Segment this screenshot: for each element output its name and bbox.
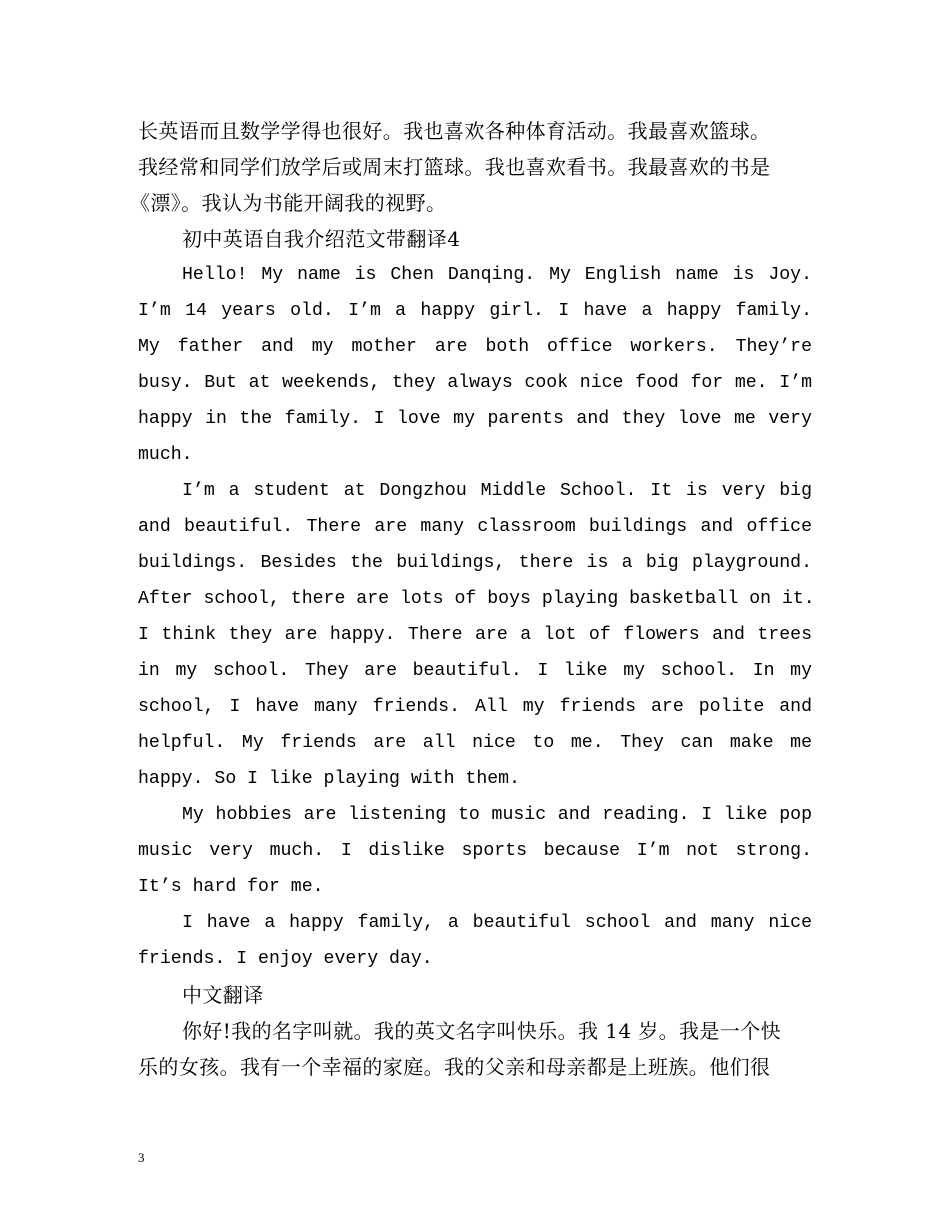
paragraph-line: happy in the family. I love my parents and they love me very <box>138 409 812 429</box>
paragraph-line: 你好!我的名字叫就。我的英文名字叫快乐。我 14 岁。我是一个快 <box>182 1019 782 1043</box>
paragraph-line: I’m a student at Dongzhou Middle School. It is very big <box>182 481 812 501</box>
paragraph-line: buildings. Besides the buildings, there is a big playground. <box>138 553 812 573</box>
paragraph-line: I think they are happy. There are a lot of flowers and trees <box>138 625 812 645</box>
paragraph-line: and beautiful. There are many classroom buildings and office <box>138 517 812 537</box>
paragraph-line: 《漂》。我认为书能开阔我的视野。 <box>130 191 447 215</box>
paragraph-line: 乐的女孩。我有一个幸福的家庭。我的父亲和母亲都是上班族。他们很 <box>138 1055 771 1079</box>
paragraph-line: 长英语而且数学学得也很好。我也喜欢各种体育活动。我最喜欢篮球。 <box>138 119 771 143</box>
paragraph-line: helpful. My friends are all nice to me. They can make me <box>138 733 812 753</box>
paragraph-line: happy. So I like playing with them. <box>138 769 520 789</box>
paragraph-line: My hobbies are listening to music and reading. I like pop <box>182 805 812 825</box>
paragraph-line: in my school. They are beautiful. I like my school. In my <box>138 661 812 681</box>
paragraph-line: school, I have many friends. All my friends are polite and <box>138 697 812 717</box>
page-number: 3 <box>138 1150 145 1165</box>
paragraph-line: friends. I enjoy every day. <box>138 949 433 969</box>
section-heading: 中文翻译 <box>182 983 264 1007</box>
paragraph-line: It’s hard for me. <box>138 877 324 897</box>
section-heading: 初中英语自我介绍范文带翻译4 <box>182 227 461 251</box>
paragraph-line: After school, there are lots of boys playing basketball on it. <box>138 589 815 609</box>
paragraph-line: busy. But at weekends, they always cook nice food for me. I’m <box>138 373 812 393</box>
paragraph-line: I have a happy family, a beautiful school and many nice <box>182 913 812 933</box>
paragraph-line: much. <box>138 445 193 465</box>
paragraph-line: My father and my mother are both office workers. They’re <box>138 337 812 357</box>
paragraph-line: I’m 14 years old. I’m a happy girl. I have a happy family. <box>138 301 812 321</box>
paragraph-line: 我经常和同学们放学后或周末打篮球。我也喜欢看书。我最喜欢的书是 <box>138 155 771 179</box>
paragraph-line: Hello! My name is Chen Danqing. My English name is Joy. <box>182 265 812 285</box>
paragraph-line: music very much. I dislike sports because I’m not strong. <box>138 841 812 861</box>
